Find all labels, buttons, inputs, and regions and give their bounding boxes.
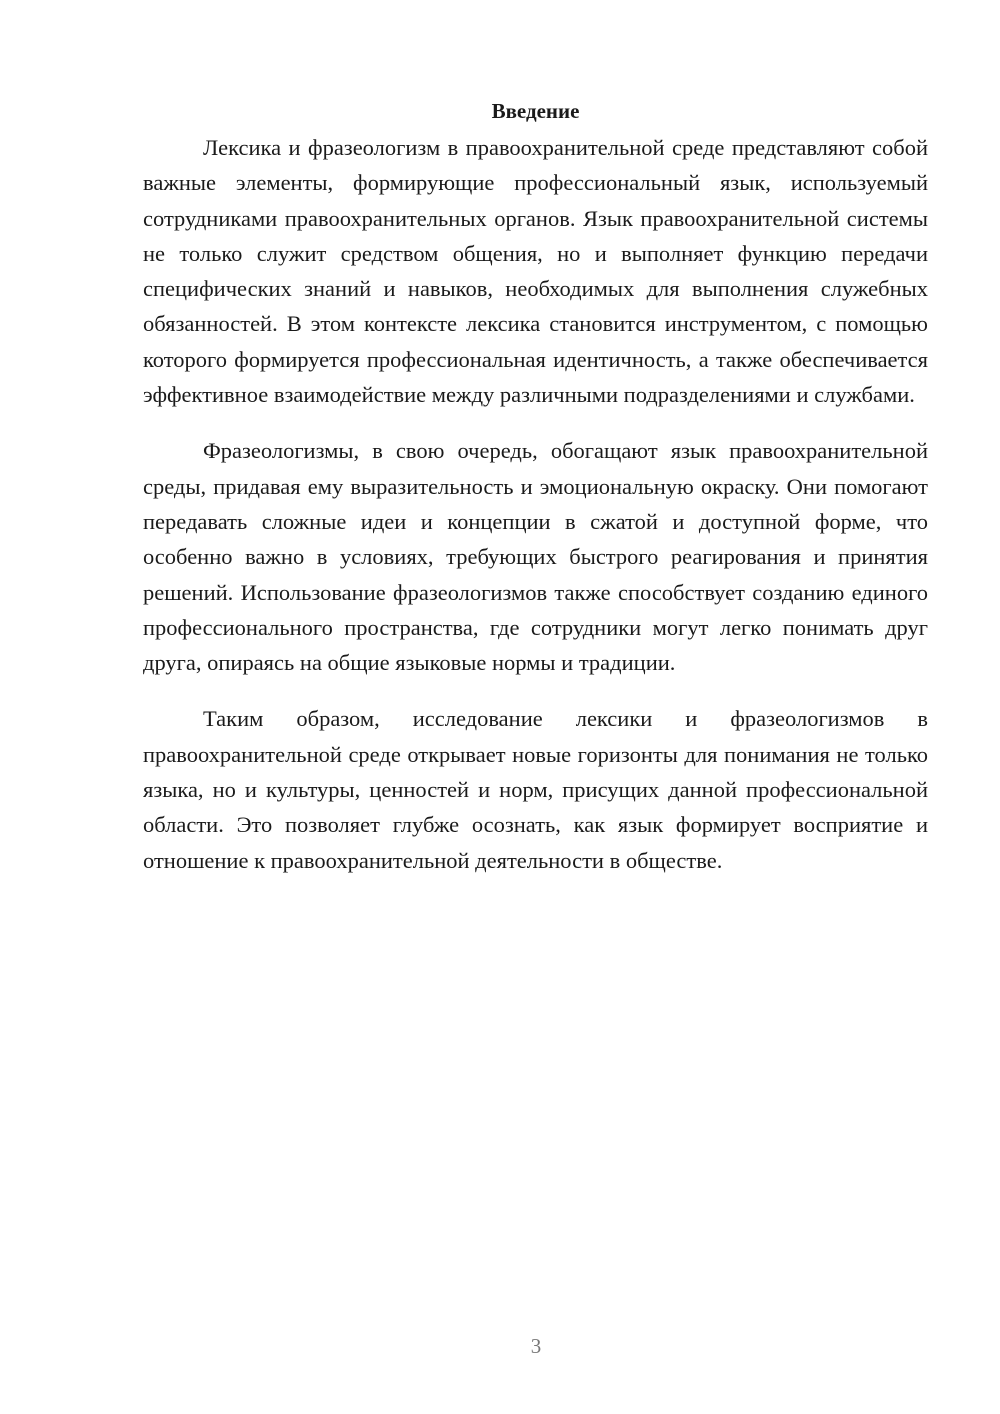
section-heading: Введение (491, 99, 580, 123)
paragraph-1: Лексика и фразеологизм в правоохранительной среде представляют собой важные элементы, формирующие профессиональный язык, используемый сотрудниками правоохранительных органов. Язык правоохранительной системы не только служит средством общения, но и выполняет функцию передачи специфических знаний и навыков, необходимых для выполнения служебных обязанностей. В этом контексте лексика становится инструментом, с помощью которого формируется профессиональная идентичность, а также обеспечивается эффективное взаимодействие между различными подразделениями и службами. (143, 135, 928, 408)
page-number: 3 (530, 1334, 542, 1358)
page-content (143, 96, 928, 899)
paragraph-3: Таким образом, исследование лексики и фразеологизмов в правоохранительной среде открывает новые горизонты для понимания не только языка, но и культуры, ценностей и норм, присущих данной профессиональной области. Это позволяет глубже осознать, как язык формирует восприятие и отношение к правоохранительной деятельности в обществе. (143, 706, 928, 873)
paragraph-2: Фразеологизмы, в свою очередь, обогащают язык правоохранительной среды, придавая ему выразительность и эмоциональную окраску. Они помогают передавать сложные идеи и концепции в сжатой и доступной форме, что особенно важно в условиях, требующих быстрого реагирования и принятия решений. Использование фразеологизмов также способствует созданию единого профессионального пространства, где сотрудники могут легко понимать друг друга, опираясь на общие языковые нормы и традиции. (143, 438, 928, 676)
